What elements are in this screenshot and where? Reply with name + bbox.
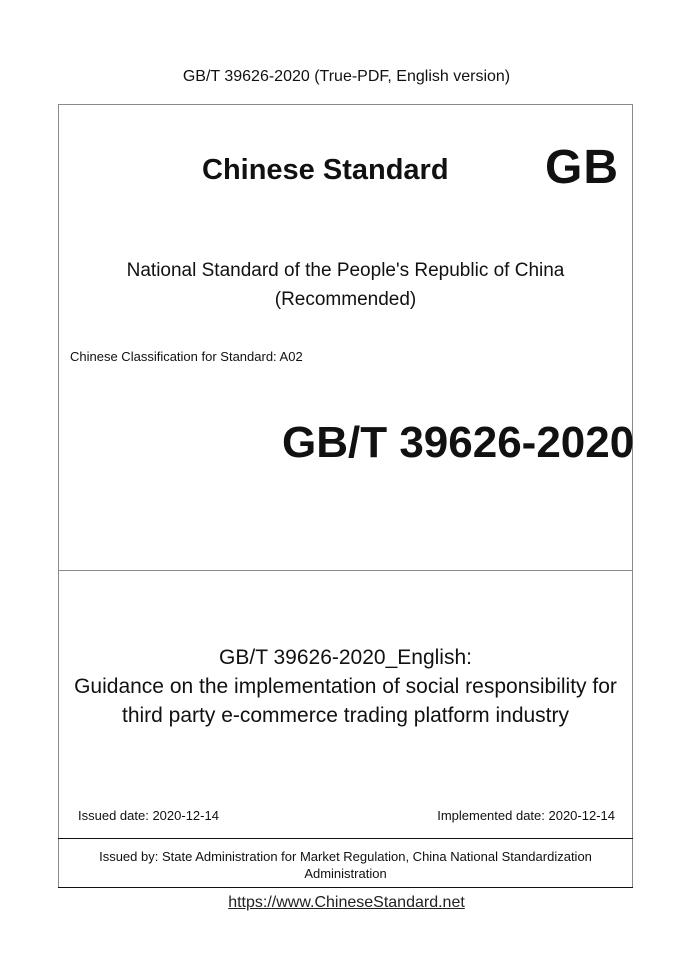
national-standard-title	[58, 256, 633, 314]
standard-number: GB/T 39626-2020	[282, 418, 635, 467]
issuer-divider	[58, 838, 633, 839]
cover-frame	[58, 104, 633, 888]
national-title-line-1: National Standard of the People's Republic of China	[126, 260, 565, 281]
classification-label: Chinese Classification for Standard: A02	[70, 349, 303, 364]
implemented-date: Implemented date: 2020-12-14	[437, 808, 615, 823]
frame-bottom-border	[58, 887, 633, 888]
issuer-line-1: Issued by: State Administration for Market Regulation, China National Standardization	[99, 849, 592, 864]
english-title-line-1: GB/T 39626-2020_English:	[219, 646, 472, 669]
issuer-block	[58, 848, 633, 882]
gb-mark: GB	[545, 141, 619, 194]
document-header: GB/T 39626-2020 (True-PDF, English version)	[182, 68, 511, 85]
english-title-line-3: third party e-commerce trading platform industry	[122, 704, 569, 727]
english-title-line-2: Guidance on the implementation of social responsibility for	[74, 675, 617, 698]
issued-date: Issued date: 2020-12-14	[78, 808, 219, 823]
national-title-line-2: (Recommended)	[274, 289, 417, 310]
footer-website-link[interactable]: https://www.ChineseStandard.net	[228, 894, 465, 911]
english-title	[58, 643, 633, 730]
section-divider	[58, 570, 633, 571]
chinese-standard-heading: Chinese Standard	[202, 154, 449, 186]
issuer-line-2: Administration	[304, 866, 387, 881]
